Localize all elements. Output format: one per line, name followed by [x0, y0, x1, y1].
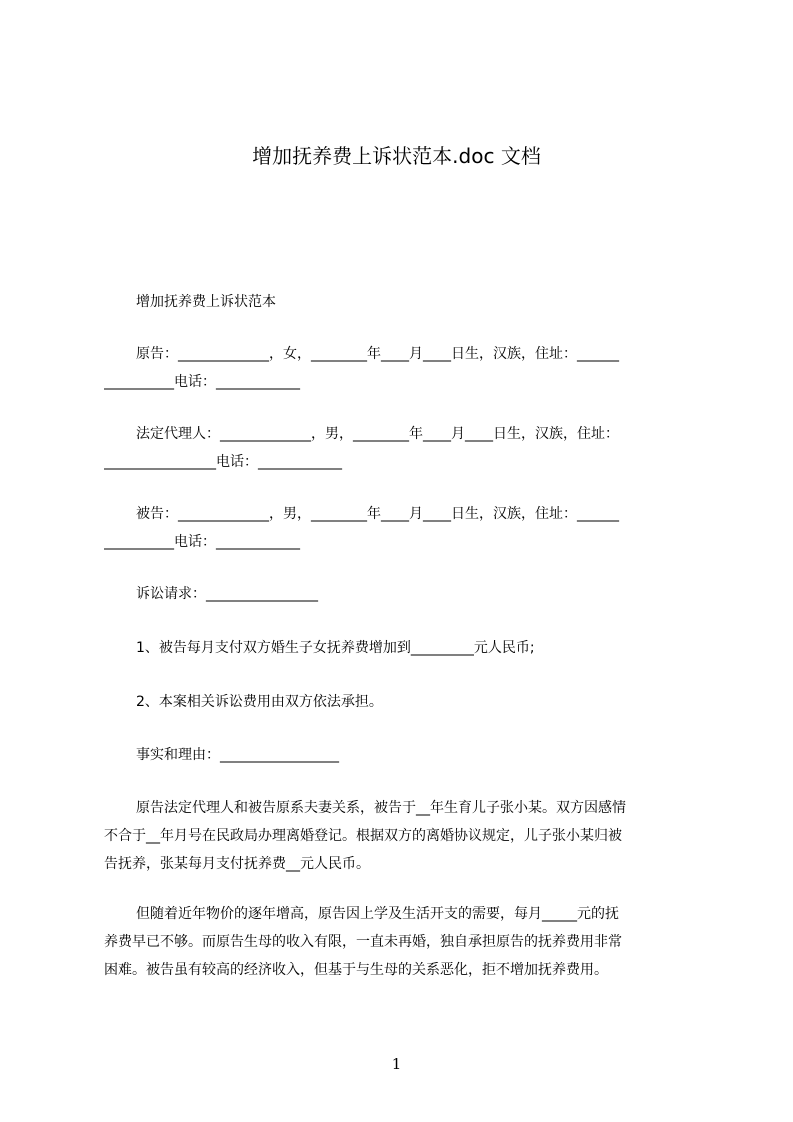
- facts-heading: [104, 741, 700, 769]
- claim-1-text: 1、被告每月支付双方婚生子女抚养费增加到_________元人民币;: [136, 640, 535, 656]
- facts-paragraph-2: [104, 900, 700, 984]
- claim-2-text: 2、本案相关诉讼费用由双方依法承担。: [136, 694, 383, 710]
- defendant-line-1: 被告：_____________，男，________年____月____日生，汉族，住址：______: [136, 506, 619, 522]
- facts-p1-line-2: 不合于__年月号在民政局办理离婚登记。根据双方的离婚协议规定，儿子张小某归被: [104, 828, 622, 844]
- defendant-info: [104, 500, 700, 556]
- facts-p1-line-3: 告抚养，张某每月支付抚养费__元人民币。: [104, 856, 370, 872]
- document-title: 增加抚养费上诉状范本.doc 文档: [252, 144, 541, 168]
- facts-heading-text: 事实和理由：_________________: [136, 747, 339, 763]
- agent-line-1: 法定代理人：_____________，男，________年____月____日生，汉族，住址：: [136, 426, 619, 442]
- facts-paragraph-1: [104, 794, 700, 878]
- agent-line-2: ________________电话：____________: [104, 454, 342, 470]
- agent-info: [104, 420, 700, 476]
- facts-p2-line-1: 但随着近年物价的逐年增高，原告因上学及生活开支的需要，每月_____元的抚: [136, 906, 619, 922]
- subtitle-text: 增加抚养费上诉状范本: [136, 294, 276, 310]
- plaintiff-line-2: __________电话：____________: [104, 374, 300, 390]
- page-number: 1: [391, 1055, 402, 1073]
- claims-heading-text: 诉讼请求：________________: [136, 586, 318, 602]
- subtitle: [104, 288, 700, 316]
- facts-p2-line-2: 养费早已不够。而原告生母的收入有限，一直未再婚，独自承担原告的抚养费用非常: [104, 934, 622, 950]
- plaintiff-line-1: 原告：_____________，女，________年____月____日生，汉族，住址：______: [136, 346, 619, 362]
- facts-p2-line-3: 困难。被告虽有较高的经济收入，但基于与生母的关系恶化，拒不增加抚养费用。: [104, 962, 608, 978]
- defendant-line-2: __________电话：____________: [104, 534, 300, 550]
- facts-p1-line-1: 原告法定代理人和被告原系夫妻关系，被告于__年生育儿子张小某。双方因感情: [136, 800, 626, 816]
- claim-1: [104, 634, 700, 662]
- claims-heading: [104, 580, 700, 608]
- claim-2: [104, 688, 700, 716]
- plaintiff-info: [104, 340, 700, 396]
